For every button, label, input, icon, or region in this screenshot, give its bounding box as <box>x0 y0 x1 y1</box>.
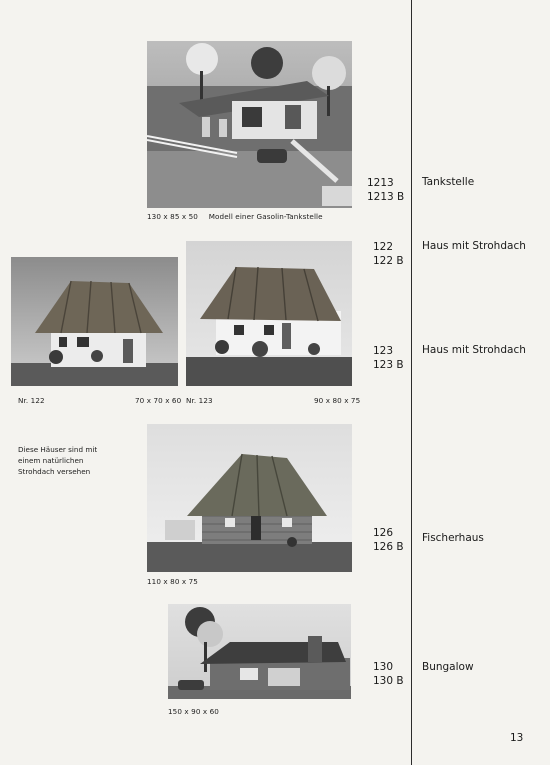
entry-numbers-tankstelle <box>367 176 404 204</box>
caption-tankstelle-label: Modell einer Gasolin-Tankstelle <box>208 212 323 221</box>
entry-number: 122 B <box>373 255 404 267</box>
entry-number: 130 B <box>373 675 404 687</box>
photo-tankstelle <box>147 41 352 208</box>
column-divider <box>411 0 412 765</box>
entry-numbers-fischerhaus <box>373 526 404 554</box>
entry-numbers-house-123 <box>373 344 404 372</box>
entry-name-bungalow: Bungalow <box>422 661 474 673</box>
photo-house-123 <box>186 241 352 386</box>
thatch-note-line: Diese Häuser sind mit <box>18 445 98 454</box>
caption-tankstelle-dims: 130 x 85 x 50 <box>147 212 198 221</box>
photo-bungalow <box>168 604 351 699</box>
entry-number: 122 <box>373 241 394 253</box>
photo-house-122 <box>11 257 178 386</box>
entry-number: 126 B <box>373 541 404 553</box>
caption-fischerhaus-dims: 110 x 80 x 75 <box>147 577 198 586</box>
caption-tankstelle <box>147 212 323 221</box>
entry-name-fischerhaus: Fischerhaus <box>422 532 484 544</box>
photo-fischerhaus <box>147 424 352 572</box>
caption-house-123-dims: 90 x 80 x 75 <box>314 396 361 405</box>
caption-house-123-nr: Nr. 123 <box>186 396 213 405</box>
caption-bungalow-dims: 150 x 90 x 60 <box>168 707 219 716</box>
entry-numbers-house-122 <box>373 240 404 268</box>
thatch-note-line: einem natürlichen <box>18 456 84 465</box>
thatch-note <box>18 444 97 477</box>
caption-house-122-dims: 70 x 70 x 60 <box>135 396 182 405</box>
entry-number: 123 B <box>373 359 404 371</box>
entry-number: 1213 B <box>367 191 405 203</box>
entry-number: 1213 <box>367 177 394 189</box>
entry-name-tankstelle: Tankstelle <box>422 176 475 188</box>
entry-number: 130 <box>373 661 394 673</box>
caption-house-122-nr: Nr. 122 <box>18 396 45 405</box>
entry-name-house-122: Haus mit Strohdach <box>422 240 526 252</box>
thatch-note-line: Strohdach versehen <box>18 467 91 476</box>
entry-number: 126 <box>373 527 394 539</box>
page-number: 13 <box>510 732 524 744</box>
entry-numbers-bungalow <box>373 660 404 688</box>
entry-number: 123 <box>373 345 394 357</box>
entry-name-house-123: Haus mit Strohdach <box>422 344 526 356</box>
